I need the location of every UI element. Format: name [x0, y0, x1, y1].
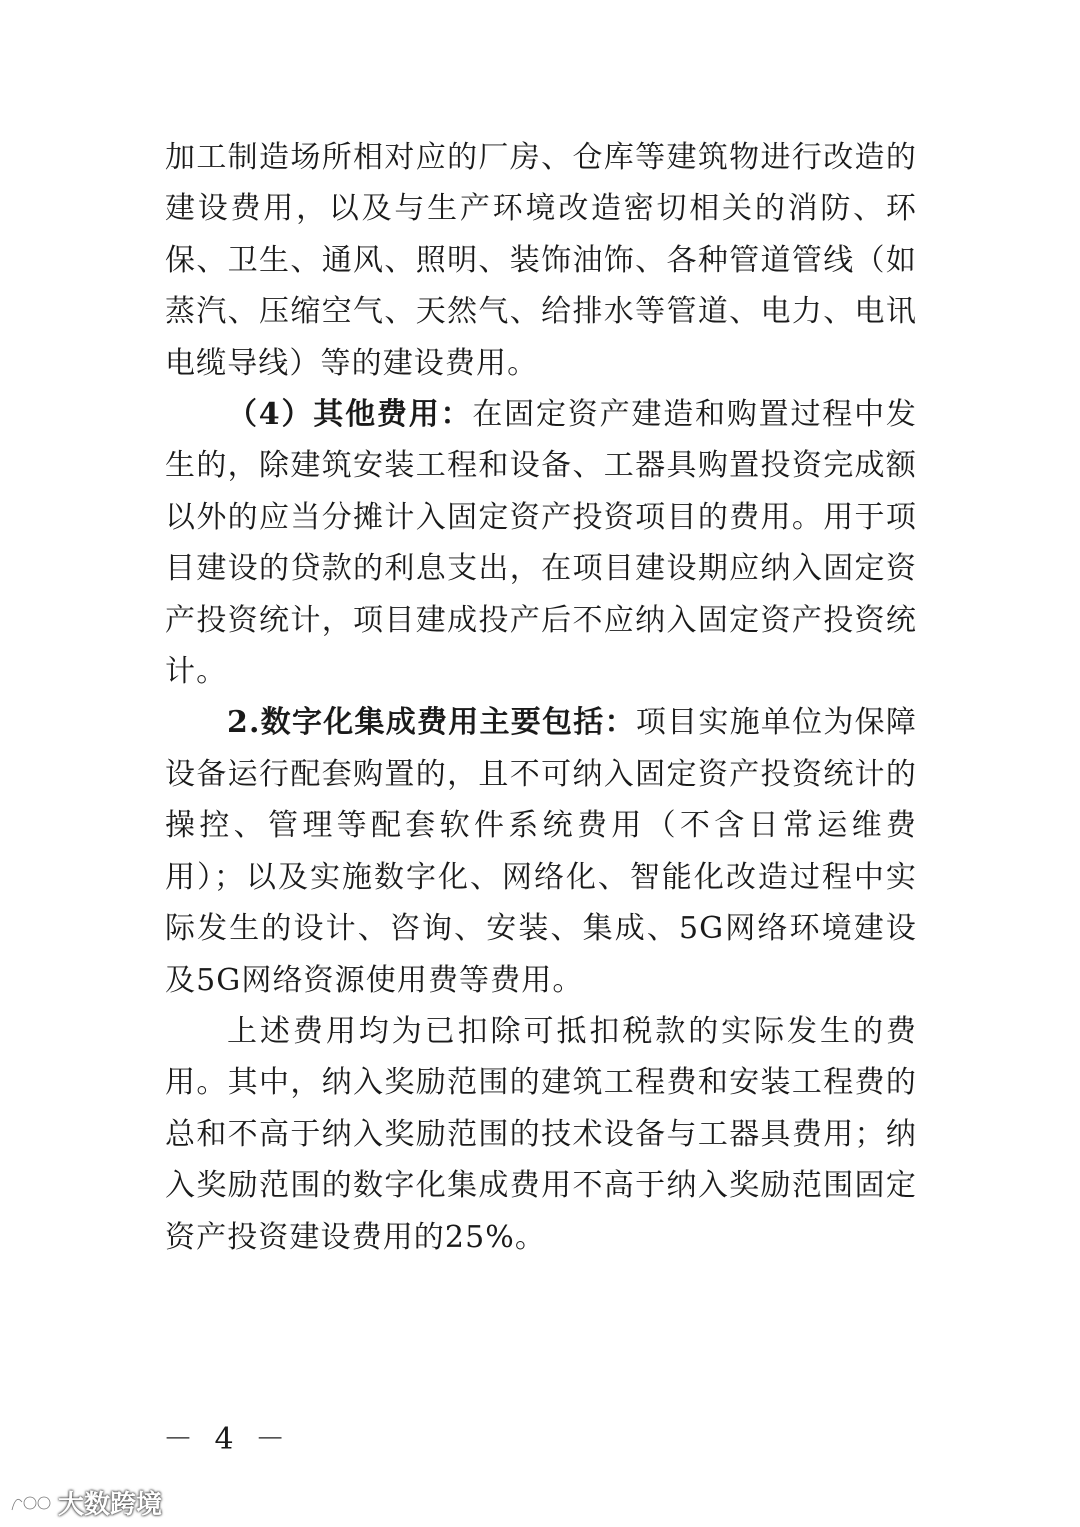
paragraph-4-text: 上述费用均为已扣除可抵扣税款的实际发生的费用。其中，纳入奖励范围的建筑工程费和安装工程费的总和不高于纳入奖励范围的技术设备与工器具费用；纳入奖励范围的数字化集成费用不高于纳入奖励范围固定资产投资建设费用的25%。	[165, 1013, 917, 1255]
page-number: － 4 －	[163, 1422, 292, 1457]
watermark	[8, 1484, 162, 1521]
paragraph-3-lead: 2.数字化集成费用主要包括：	[227, 705, 636, 741]
paragraph-2-text: 在固定资产建造和购置过程中发生的，除建筑安装工程和设备、工器具购置投资完成额以外的应当分摊计入固定资产投资项目的费用。用于项目建设的贷款的利息支出，在项目建设期应纳入固定资产投资统计，项目建成投产后不应纳入固定资产投资统计。	[165, 397, 917, 690]
brand-logo-icon	[8, 1488, 54, 1518]
paragraph-3-text: 项目实施单位为保障设备运行配套购置的，且不可纳入固定资产投资统计的操控、管理等配套软件系统费用（不含日常运维费用）；以及实施数字化、网络化、智能化改造过程中实际发生的设计、咨询、安装、集成、5G网络环境建设及5G网络资源使用费等费用。	[165, 705, 917, 998]
paragraph-4	[165, 1006, 917, 1263]
paragraph-1	[165, 132, 917, 389]
paragraph-3	[165, 697, 917, 1005]
watermark-text: 大数跨境	[58, 1490, 163, 1520]
paragraph-1-text: 加工制造场所相对应的厂房、仓库等建筑物进行改造的建设费用，以及与生产环境改造密切相关的消防、环保、卫生、通风、照明、装饰油饰、各种管道管线（如蒸汽、压缩空气、天然气、给排水等管道、电力、电讯电缆导线）等的建设费用。	[165, 140, 917, 381]
document-body	[165, 132, 917, 1263]
paragraph-2	[165, 389, 917, 697]
paragraph-2-lead: （4）其他费用：	[227, 397, 473, 433]
